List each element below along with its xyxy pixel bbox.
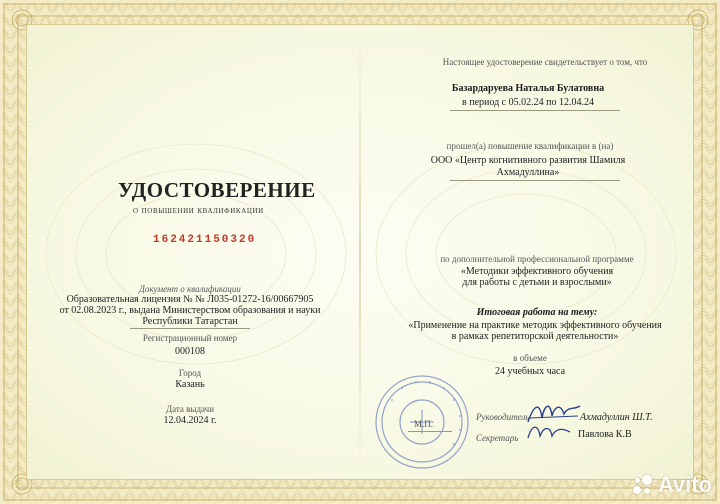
avito-text: Avito [657,472,712,497]
stamp-place-label: М.П. [414,419,434,429]
intro-text: Настоящее удостоверение свидетельствует о том, что [442,57,648,67]
avito-watermark [632,472,712,498]
topic-line-2: в рамках репетиторской деятельности» [451,331,619,342]
certificate-subtitle: о повышении квалификации [133,206,264,216]
head-name: Ахмадуллин Ш.Т. [580,412,653,423]
city-label: Город [178,368,202,378]
program-label: по дополнительной профессиональной программе [440,254,634,264]
volume-label: в объеме [513,353,547,363]
city-value: Казань [175,379,205,390]
stamp-underline [408,431,452,432]
serial-number: 162421150320 [153,234,257,246]
period-underline [450,110,620,111]
organization-line-1: ООО «Центр когнитивного развития Шамиля [430,155,626,166]
program-line-1: «Методики эффективного обучения [460,266,614,277]
avito-dots-icon [632,474,654,496]
reg-number-value: 000108 [175,346,205,357]
program-line-2: для работы с детьми и взрослыми» [462,277,612,288]
doc-label: Документ о квалификации [139,284,241,294]
secretary-label: Секретарь [476,433,519,443]
reg-number-label: Регистрационный номер [142,333,238,343]
training-period: в период с 05.02.24 по 12.04.24 [462,97,594,108]
issue-date-value: 12.04.2024 г. [163,415,217,426]
issue-date-label: Дата выдачи [165,404,215,414]
secretary-name: Павлова К.В [578,429,632,440]
organization-line-2: Ахмадуллина» [496,167,560,178]
secretary-signature [524,418,574,446]
topic-line-1: «Применение на практике методик эффективного обучения [408,320,662,331]
final-work-label: Итоговая работа на тему: [476,307,598,318]
certificate-title: УДОСТОВЕРЕНИЕ [118,178,316,202]
license-line-2: от 02.08.2023 г., выдана Министерством образования и науки [59,305,321,316]
passed-label: прошел(а) повышение квалификации в (на) [446,141,614,151]
head-label: Руководитель [476,412,530,422]
license-underline [130,328,250,329]
volume-value: 24 учебных часа [494,366,566,377]
recipient-name: Базардаруева Наталья Булатовна [451,83,605,94]
license-line-1: Образовательная лицензия № № Л035-01272-16/00667905 [66,294,314,305]
organization-underline [450,180,620,181]
license-line-3: Республики Татарстан [142,316,238,327]
